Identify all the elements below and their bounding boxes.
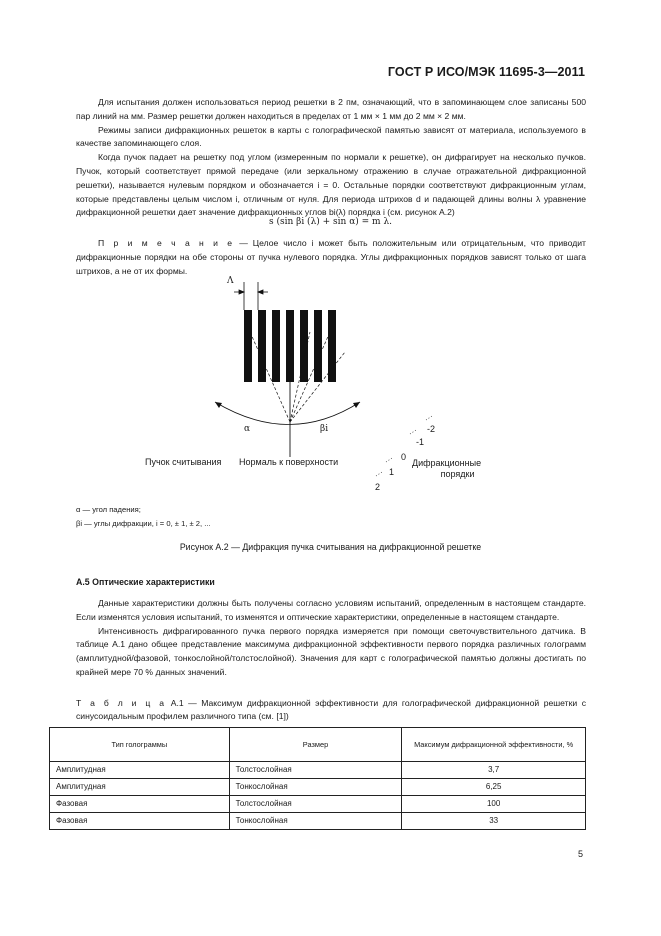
- orders-label: [412, 458, 481, 480]
- cell-type: Амплитудная: [50, 779, 230, 796]
- header-max-efficiency: Максимум дифракционной эффективности, %: [402, 728, 586, 762]
- cell-efficiency: 100: [402, 796, 586, 813]
- header-hologram-type: Тип голограммы: [50, 728, 230, 762]
- legend-beta: βi — углы дифракции, i = 0, ± 1, ± 2, ...: [76, 519, 211, 528]
- angle-arc: [215, 402, 360, 425]
- table-row: [50, 762, 586, 779]
- period-marker: [234, 282, 268, 310]
- normal-label: Нормаль к поверхности: [239, 457, 339, 467]
- figure-a2: [0, 272, 661, 502]
- cell-size: Тонкослойная: [229, 813, 402, 830]
- figure-legend: [76, 503, 211, 531]
- diffraction-diagram: [0, 272, 661, 502]
- orders-label-line1: Дифракционные: [412, 458, 482, 468]
- section-paragraph-2: Интенсивность дифрагированного пучка первого порядка измеряется при помощи светочувствительного датчика. В таблице А.1 дано общее представление максимума дифракционной эффективности первого порядка различных голограмм (амплитудной/фазовой, тонкослойной/толстослойной). Значения для карт с голографической памятью должны достигать по крайней мере 70 % данных значений.: [76, 625, 586, 677]
- orders-label-line2: порядки: [440, 469, 475, 479]
- intro-text: [76, 96, 586, 220]
- note-text: — Целое число i может быть положительным или отрицательным, что приводит дифракционные порядки на обе стороны от пучка нулевого порядка. Углы дифракционных порядков зависят только от шага штрихов, а не от их формы.: [76, 238, 586, 276]
- cell-efficiency: 3,7: [402, 762, 586, 779]
- table-caption-text: А.1 — Максимум дифракционной эффективности для голографической дифракционной решетки с синусоидальным профилем различного типа (см. [1]): [76, 698, 586, 722]
- order-minus-2: -2: [427, 424, 436, 434]
- cell-type: Амплитудная: [50, 762, 230, 779]
- order-1: 1: [389, 467, 395, 477]
- table-header-row: [50, 728, 586, 762]
- section-paragraph-1: Данные характеристики должны быть получены согласно условиям испытаний, определенным в настоящем стандарте. Если изменятся условия испытаний, то изменятся и оптические характеристики, определенные в настоящем стандарте.: [76, 598, 586, 622]
- grating-stripes: [244, 310, 336, 382]
- table-caption-prefix: Т а б л и ц а: [76, 698, 167, 708]
- cell-size: Толстослойная: [229, 796, 402, 813]
- cell-efficiency: 33: [402, 813, 586, 830]
- order-minus-1: -1: [416, 437, 425, 447]
- efficiency-table: [49, 727, 586, 830]
- table-row: [50, 796, 586, 813]
- table-row: [50, 779, 586, 796]
- cell-efficiency: 6,25: [402, 779, 586, 796]
- grating-equation: s (sin βi (λ) + sin α) = m λ.: [268, 217, 393, 227]
- header-size: Размер: [229, 728, 402, 762]
- section-text: [76, 597, 586, 680]
- beam-label: Пучок считывания: [145, 457, 222, 467]
- cell-size: Толстослойная: [229, 762, 402, 779]
- cell-type: Фазовая: [50, 796, 230, 813]
- lambda-label: Λ: [227, 276, 234, 286]
- order-2: 2: [375, 482, 381, 492]
- section-title: А.5 Оптические характеристики: [76, 577, 215, 587]
- paragraph-2: Режимы записи дифракционных решеток в карты с голографической памятью зависят от материала, используемого в качестве запоминающего слоя.: [76, 124, 586, 149]
- legend-alpha: α — угол падения;: [76, 505, 141, 514]
- page-number: 5: [577, 849, 583, 859]
- beta-label: βi: [320, 424, 329, 434]
- note-prefix: П р и м е ч а н и е: [98, 238, 235, 248]
- cell-type: Фазовая: [50, 813, 230, 830]
- cell-size: Тонкослойная: [229, 779, 402, 796]
- table-row: [50, 813, 586, 830]
- order-0: 0: [401, 452, 407, 462]
- document-header: ГОСТ Р ИСО/МЭК 11695-3—2011: [387, 65, 585, 79]
- figure-caption: Рисунок А.2 — Дифракция пучка считывания на дифракционной решетке: [179, 542, 482, 552]
- paragraph-3: Когда пучок падает на решетку под углом (измеренным по нормали к решетке), он дифрагирует на несколько пучков. Пучок, который соответствует прямой передаче (или зеркальному отражению в случае отражательной дифракционной решетки), называется нулевым порядком и обозначается i = 0. Остальные порядки соответствуют дифракционным углам, которые представлены целым числом i, отличным от нуля. Для периода штрихов d и падающей длины волны λ уравнение дифракционной решетки дает значение дифракционных углов bi(λ) порядка i (см. рисунок А.2): [76, 152, 586, 218]
- table-caption: [76, 697, 586, 724]
- paragraph-1: Для испытания должен использоваться период решетки в 2 пм, означающий, что в запоминающем слое записаны 500 пар линий на мм. Размер решетки должен находиться в пределах от 1 мм × 1 мм до 2 мм × 2 мм.: [76, 97, 586, 121]
- alpha-label: α: [244, 424, 251, 434]
